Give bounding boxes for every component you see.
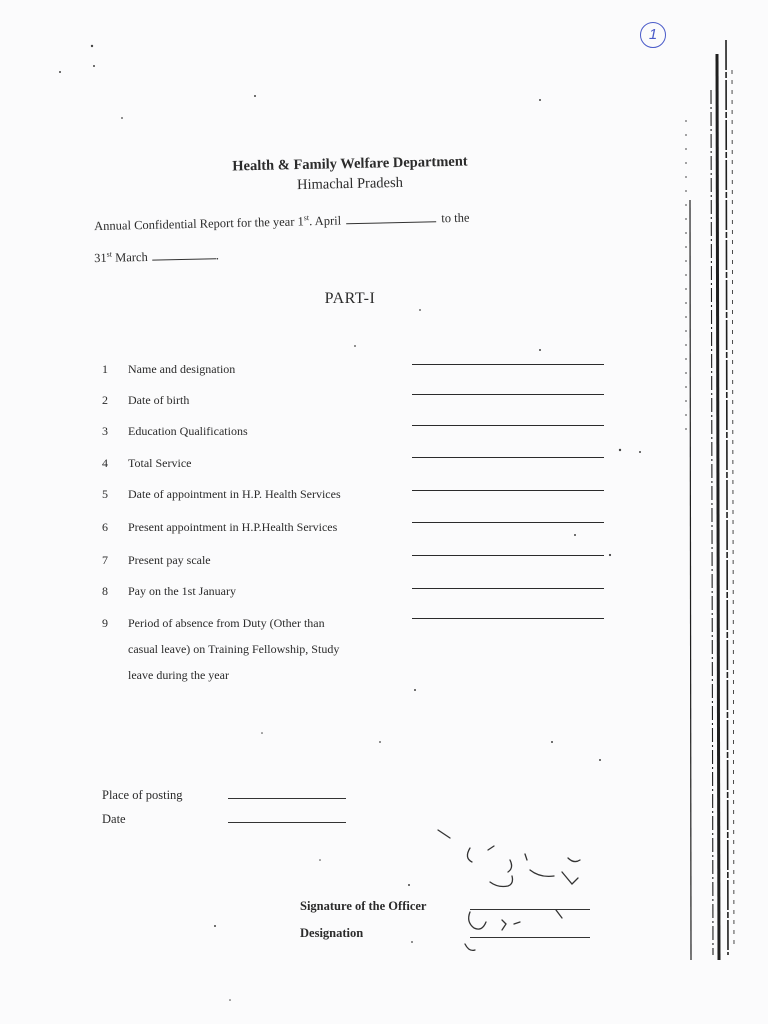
field-entry-line[interactable] [412, 490, 604, 491]
report-end-period: . [215, 248, 220, 263]
date-field [102, 812, 126, 827]
field-label: Date of appointment in H.P. Health Services [128, 487, 341, 501]
date-label: Date [102, 812, 126, 826]
part-title: PART-I [324, 290, 376, 307]
field-label: Present appointment in H.P.Health Services [128, 520, 338, 534]
handwritten-signature-scribble [430, 820, 600, 960]
report-period-line-1 [94, 206, 604, 234]
field-number: 5 [102, 487, 108, 501]
field-entry-line[interactable] [412, 522, 604, 523]
field-entry-line[interactable] [412, 394, 604, 395]
field-entry-line[interactable] [412, 588, 604, 589]
field-label: Pay on the 1st January [128, 584, 236, 598]
report-period-suffix: to the [441, 210, 470, 226]
year-end-blank [152, 258, 216, 260]
field-entry-line[interactable] [412, 457, 604, 458]
designation-label: Designation [300, 926, 364, 940]
field-number: 9 [102, 616, 108, 630]
place-of-posting-label: Place of posting [102, 788, 183, 802]
report-end-sup: st [106, 249, 113, 259]
date-line[interactable] [228, 822, 346, 823]
place-of-posting [102, 788, 183, 803]
place-of-posting-line[interactable] [228, 798, 346, 799]
field-number: 6 [102, 520, 108, 534]
designation-field [300, 926, 363, 941]
field-entry-line[interactable] [412, 618, 604, 619]
field-label: Date of birth [128, 393, 190, 407]
field-label: Total Service [128, 456, 192, 470]
field-number: 7 [102, 553, 108, 567]
field-number: 3 [102, 424, 108, 438]
field-entry-line[interactable] [412, 364, 604, 365]
field-label-line-2: casual leave) on Training Fellowship, Study [128, 642, 340, 656]
field-label: Present pay scale [128, 553, 211, 567]
state-subtitle: Himachal Pradesh [296, 174, 404, 194]
field-label: Education Qualifications [128, 424, 248, 438]
field-entry-line[interactable] [412, 555, 604, 556]
field-label-line-3: leave during the year [128, 668, 229, 682]
report-period-line-2 [94, 247, 219, 266]
page-number-mark: 1 [640, 22, 666, 48]
report-period-prefix: Annual Confidential Report for the year 1 [94, 214, 304, 234]
report-period-sup: st [303, 213, 310, 223]
signature-of-officer [300, 899, 426, 914]
field-number: 2 [102, 393, 108, 407]
report-end-month: March [111, 249, 148, 265]
signature-label: Signature of the Officer [300, 899, 427, 913]
department-title: Health & Family Welfare Department [232, 153, 468, 175]
report-period-month: . April [308, 213, 342, 229]
field-label-line-1: Period of absence from Duty (Other than [128, 616, 325, 630]
field-number: 4 [102, 456, 108, 470]
field-number: 1 [102, 362, 108, 376]
field-label: Name and designation [128, 362, 236, 376]
year-start-blank [346, 221, 436, 224]
field-number: 8 [102, 584, 108, 598]
report-end-day: 31 [94, 250, 107, 266]
scanner-edge-strip [680, 30, 740, 970]
field-entry-line[interactable] [412, 425, 604, 426]
